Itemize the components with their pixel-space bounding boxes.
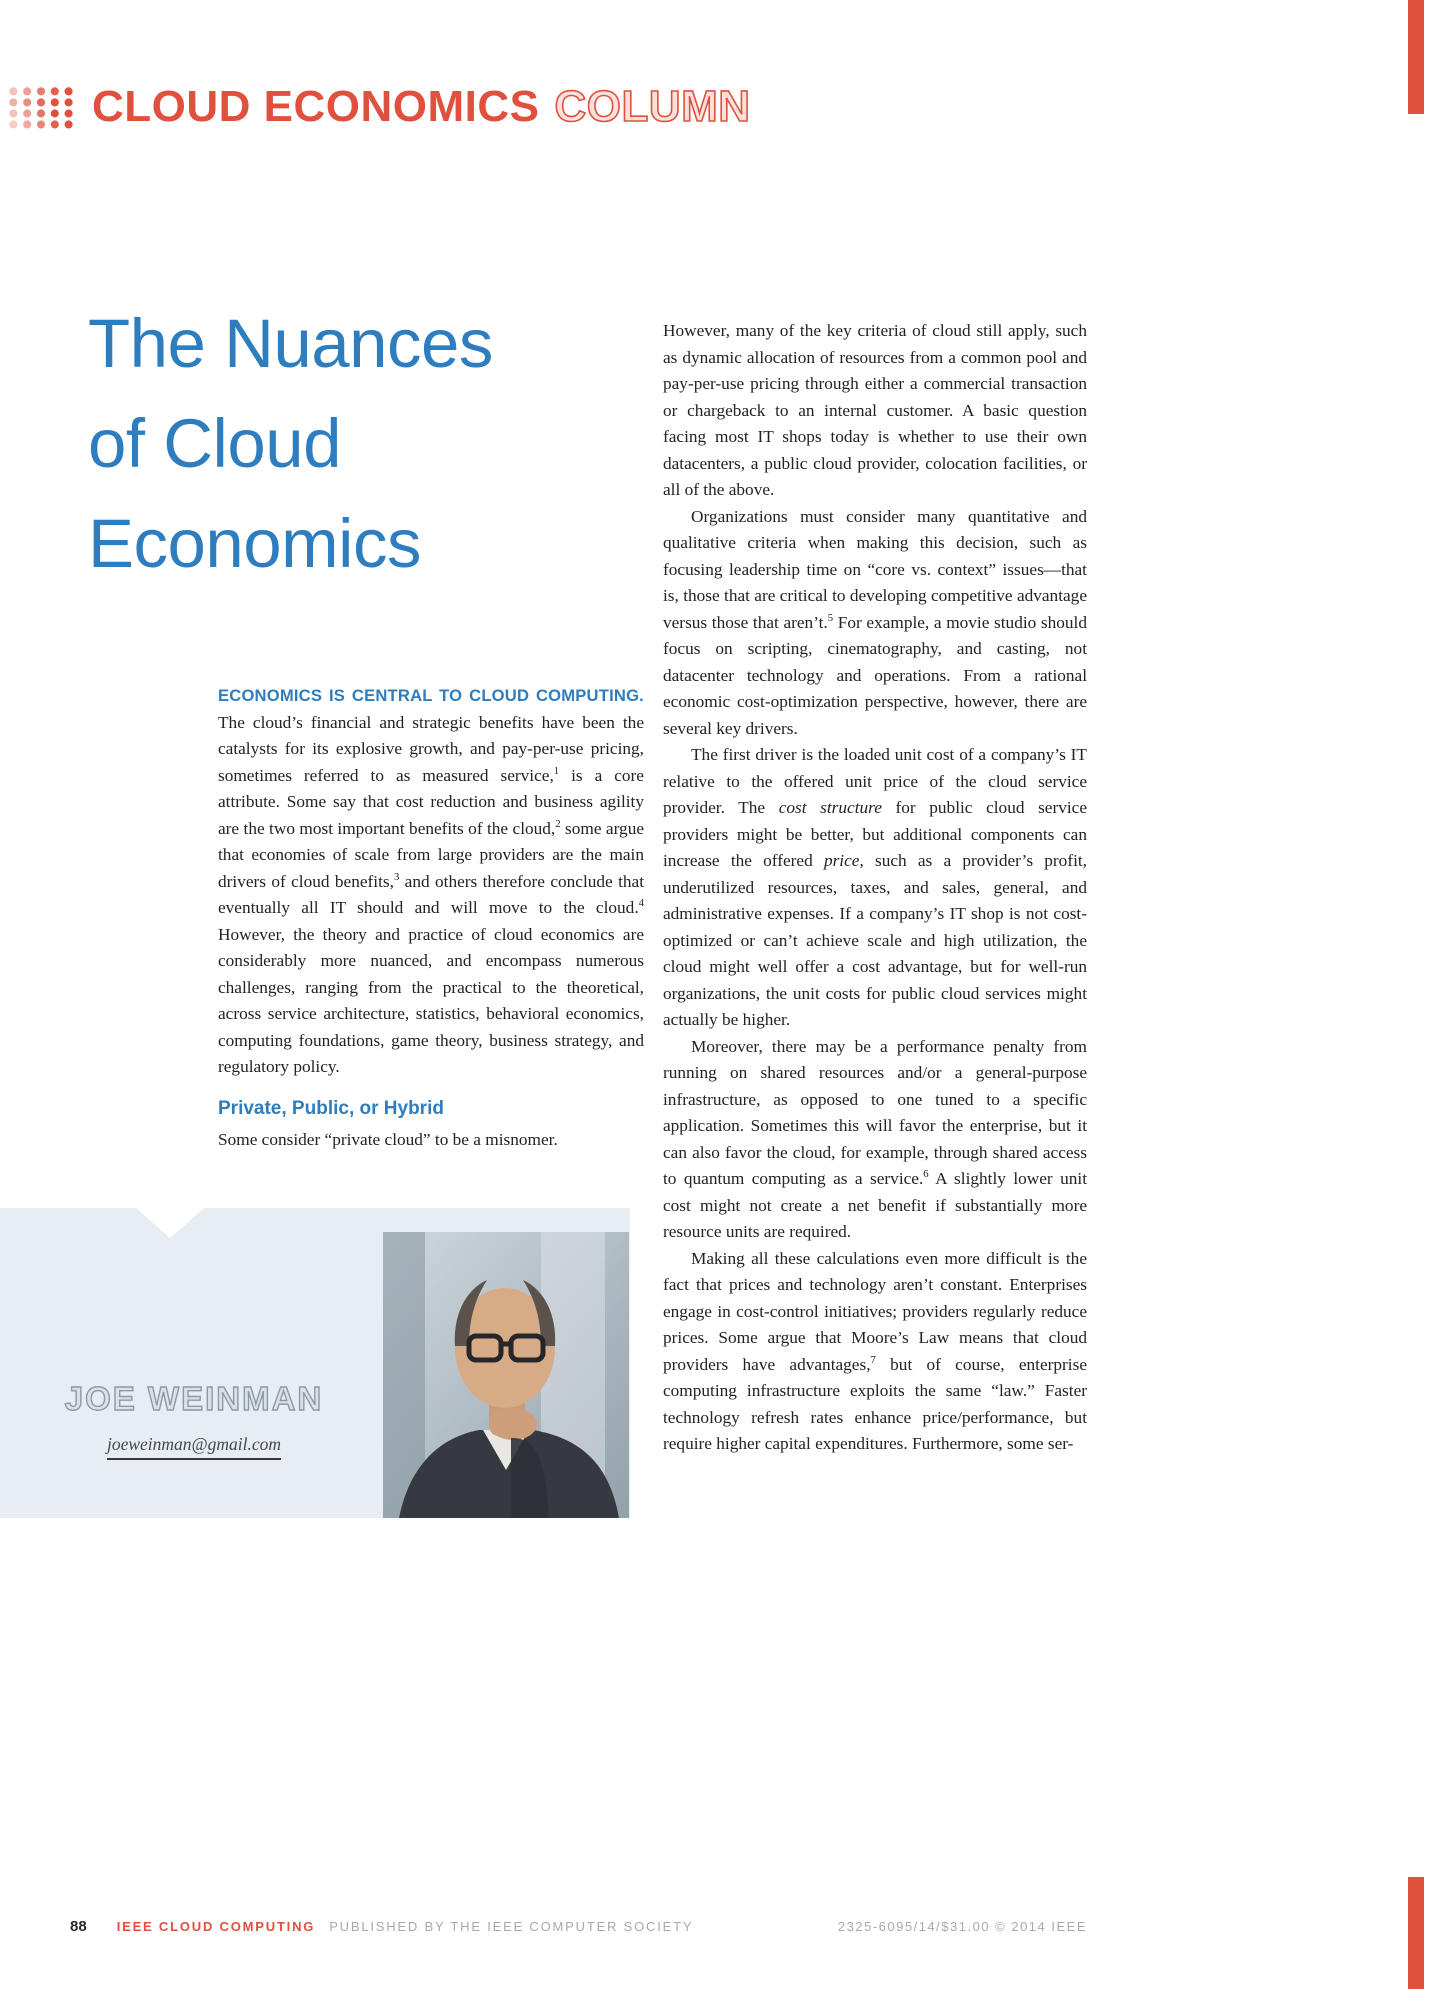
author-name: JOE WEINMAN (64, 1380, 324, 1417)
page-number: 88 (70, 1918, 87, 1935)
body-paragraph: Some consider “private cloud” to be a misnomer. (218, 1130, 558, 1149)
body-paragraph: Making all these calculations even more difficult is the fact that prices and technology aren’t constant. Enterprises engage in cost-control initiatives; providers regularly reduce prices. Some argue that Moore’s Law means that cloud providers have advantages,$^7$ but of course, enterprise computing infrastructure exploits the same “law.” Faster technology refresh rates enhance price/performance, but require higher capital expenditures. Furthermore, some ser- (663, 1248, 1088, 1453)
column-title (92, 82, 751, 132)
column-title-outline: COLUMN (554, 82, 751, 131)
footer-left (70, 1918, 693, 1935)
dot-grid-icon (6, 84, 76, 130)
opening-paragraph: ECONOMICS IS CENTRAL TO CLOUD COMPUTING. The cloud’s financial and strategic benefits have been the catalysts for its explosive growth, and pay-per-use pricing, sometimes referred to as measured service,$^1$ is a core attribute. Some say that cost reduction and business agility are the two most important benefits of the cloud,$^2$ some argue that economies of scale from large providers are the main drivers of cloud benefits,$^3$ and others therefore conclude that eventually all IT should and will move to the cloud.$^4$ However, the theory and practice of cloud economics are considerably more nuanced, and encompass numerous challenges, ranging from the practical to the theoretical, across service architecture, statistics, behavioral economics, computing foundations, game theory, business strategy, and regulatory policy. (218, 686, 645, 1076)
body-paragraph: Moreover, there may be a performance penalty from running on shared resources and/or a general-purpose infrastructure, as opposed to one tuned to a specific application. Sometimes this will favor the enterprise, but it can also favor the cloud, for example, through shared access to quantum computing as a service.$^6$ A slightly lower unit cost might not create a net benefit if substantially more resource units are required. (663, 1036, 1087, 1241)
section-subhead: Private, Public, or Hybrid (218, 1097, 444, 1119)
article-title-line: Economics (88, 505, 421, 582)
left-column (218, 683, 644, 1154)
author-box (0, 1208, 630, 1518)
journal-name: IEEE CLOUD COMPUTING (116, 1919, 316, 1934)
page-edge-accent-bottom (1408, 1877, 1424, 1989)
author-email-link[interactable]: joeweinman@gmail.com (107, 1434, 281, 1460)
copyright-notice: 2325-6095/14/$31.00 © 2014 IEEE (837, 1919, 1087, 1934)
right-column (663, 318, 1087, 1458)
author-meta (18, 1380, 370, 1460)
page-footer (70, 1918, 1087, 1935)
article-title-line: of Cloud (88, 405, 341, 482)
body-paragraph: However, many of the key criteria of cloud still apply, such as dynamic allocation of resources from a common pool and pay-per-use pricing through either a commercial transaction or chargeback to an internal customer. A basic question facing most IT shops today is whether to use their own datacenters, a public cloud provider, colocation facilities, or all of the above. (663, 321, 1087, 499)
article-title-line: The Nuances (88, 305, 493, 382)
body-paragraph: Organizations must consider many quantitative and qualitative criteria when making this decision, such as focusing leadership time on “core vs. context” issues—that is, those that are critical to developing competitive advantage versus those that aren’t.$^5$ For example, a movie studio should focus on scripting, cinematography, and casting, not datacenter technology and operations. From a rational economic cost-optimization perspective, however, there are several key drivers. (663, 506, 1087, 738)
column-header (6, 82, 751, 132)
author-photo (383, 1232, 629, 1518)
body-paragraph: The first driver is the loaded unit cost of a company’s IT relative to the offered unit price of the cloud service provider. The cost structure for public cloud service providers might be better, but additional components can increase the offered price, such as a provider’s profit, underutilized resources, taxes, and sales, general, and administrative expenses. If a company’s IT shop is not cost-optimized or can’t achieve scale and high utilization, the cloud might well offer a cost advantage, but for well-run organizations, the unit costs for public cloud services might actually be higher. (663, 745, 1088, 1029)
article-title (88, 294, 493, 594)
publisher-credit: PUBLISHED BY THE IEEE COMPUTER SOCIETY (329, 1919, 694, 1934)
column-title-main: CLOUD ECONOMICS (92, 82, 540, 131)
page-edge-accent-top (1408, 0, 1424, 114)
author-box-notch (136, 1208, 204, 1238)
